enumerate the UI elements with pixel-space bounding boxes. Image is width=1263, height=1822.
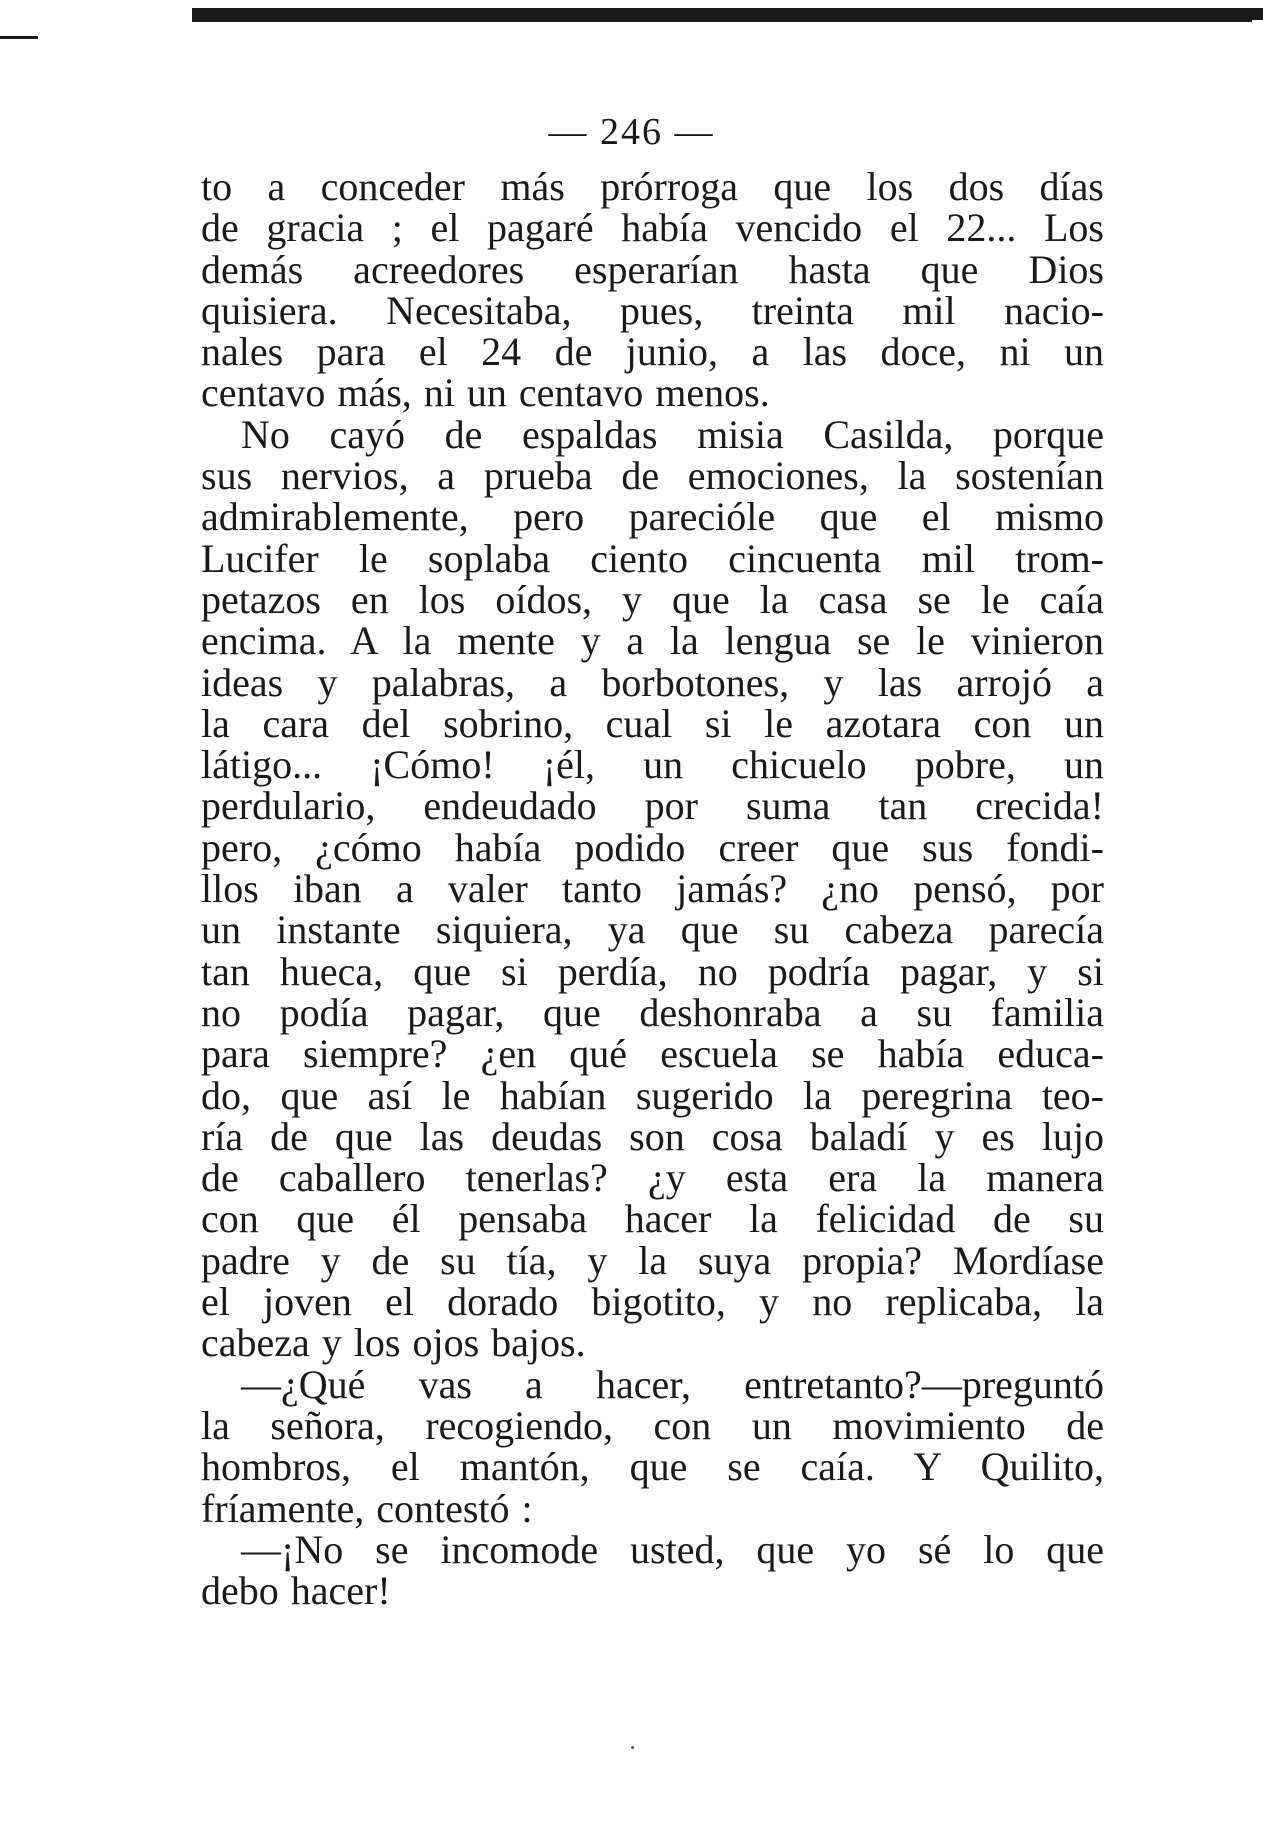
text-line: llos iban a valer tanto jamás? ¿no pensó, por bbox=[201, 866, 1104, 912]
text-line: pero, ¿cómo había podido creer que sus fondi- bbox=[201, 824, 1104, 870]
text-line: el joven el dorado bigotito, y no replicaba, la bbox=[201, 1279, 1104, 1325]
text-line: to a conceder más prórroga que los dos días bbox=[201, 164, 1104, 209]
text-line: la cara del sobrino, cual si le azotara con un bbox=[201, 700, 1104, 746]
text-line: para siempre? ¿en qué escuela se había educa- bbox=[201, 1031, 1104, 1077]
top-border-rule-thin bbox=[192, 20, 1252, 22]
text-line: nales para el 24 de junio, a las doce, ni un bbox=[201, 329, 1104, 375]
text-line: de gracia ; el pagaré había vencido el 22... Los bbox=[201, 205, 1104, 251]
text-line: perdulario, endeudado por suma tan crecida! bbox=[201, 783, 1104, 829]
text-line: —¡No se incomode usted, que yo sé lo que bbox=[241, 1526, 1104, 1572]
text-line: admirablemente, pero parecióle que el mismo bbox=[201, 494, 1104, 540]
text-line: ría de que las deudas son cosa baladí y es lujo bbox=[201, 1113, 1104, 1159]
text-line: ideas y palabras, a borbotones, y las arrojó a bbox=[201, 659, 1104, 705]
text-line: demás acreedores esperarían hasta que Dios bbox=[201, 246, 1104, 292]
text-line: No cayó de espaldas misia Casilda, porque bbox=[241, 411, 1104, 457]
text-line: hombros, el mantón, que se caía. Y Quilito, bbox=[201, 1444, 1104, 1490]
text-line: un instante siquiera, ya que su cabeza parecía bbox=[201, 907, 1104, 953]
text-line: centavo más, ni un centavo menos. bbox=[201, 370, 770, 416]
left-margin-mark bbox=[0, 36, 38, 39]
top-border-rule bbox=[192, 8, 1263, 20]
text-line: tan hueca, que si perdía, no podría pagar, y si bbox=[201, 948, 1104, 994]
text-line: sus nervios, a prueba de emociones, la sostenían bbox=[201, 453, 1104, 499]
text-line: no podía pagar, que deshonraba a su familia bbox=[201, 989, 1104, 1035]
text-line: Lucifer le soplaba ciento cincuenta mil trom- bbox=[201, 535, 1104, 581]
text-line: petazos en los oídos, y que la casa se le caía bbox=[201, 576, 1104, 622]
text-line: encima. A la mente y a la lengua se le vinieron bbox=[201, 618, 1104, 664]
text-line: —¿Qué vas a hacer, entretanto?—preguntó bbox=[241, 1361, 1104, 1407]
page-number: — 246 — bbox=[548, 111, 715, 153]
text-line: con que él pensaba hacer la felicidad de su bbox=[201, 1196, 1104, 1242]
text-line: cabeza y los ojos bajos. bbox=[201, 1320, 586, 1366]
print-speck bbox=[631, 1746, 634, 1749]
text-line: do, que así le habían sugerido la peregrina teo- bbox=[201, 1072, 1104, 1118]
text-line: debo hacer! bbox=[201, 1568, 391, 1614]
body-text bbox=[201, 164, 1104, 1614]
text-line: la señora, recogiendo, con un movimiento de bbox=[201, 1402, 1104, 1448]
text-line: fríamente, contestó : bbox=[201, 1485, 533, 1531]
text-line: quisiera. Necesitaba, pues, treinta mil nacio- bbox=[201, 287, 1104, 333]
text-line: padre y de su tía, y la suya propia? Mordíase bbox=[201, 1237, 1104, 1283]
text-line: látigo... ¡Cómo! ¡él, un chicuelo pobre, un bbox=[201, 742, 1104, 788]
text-line: de caballero tenerlas? ¿y esta era la manera bbox=[201, 1155, 1104, 1201]
